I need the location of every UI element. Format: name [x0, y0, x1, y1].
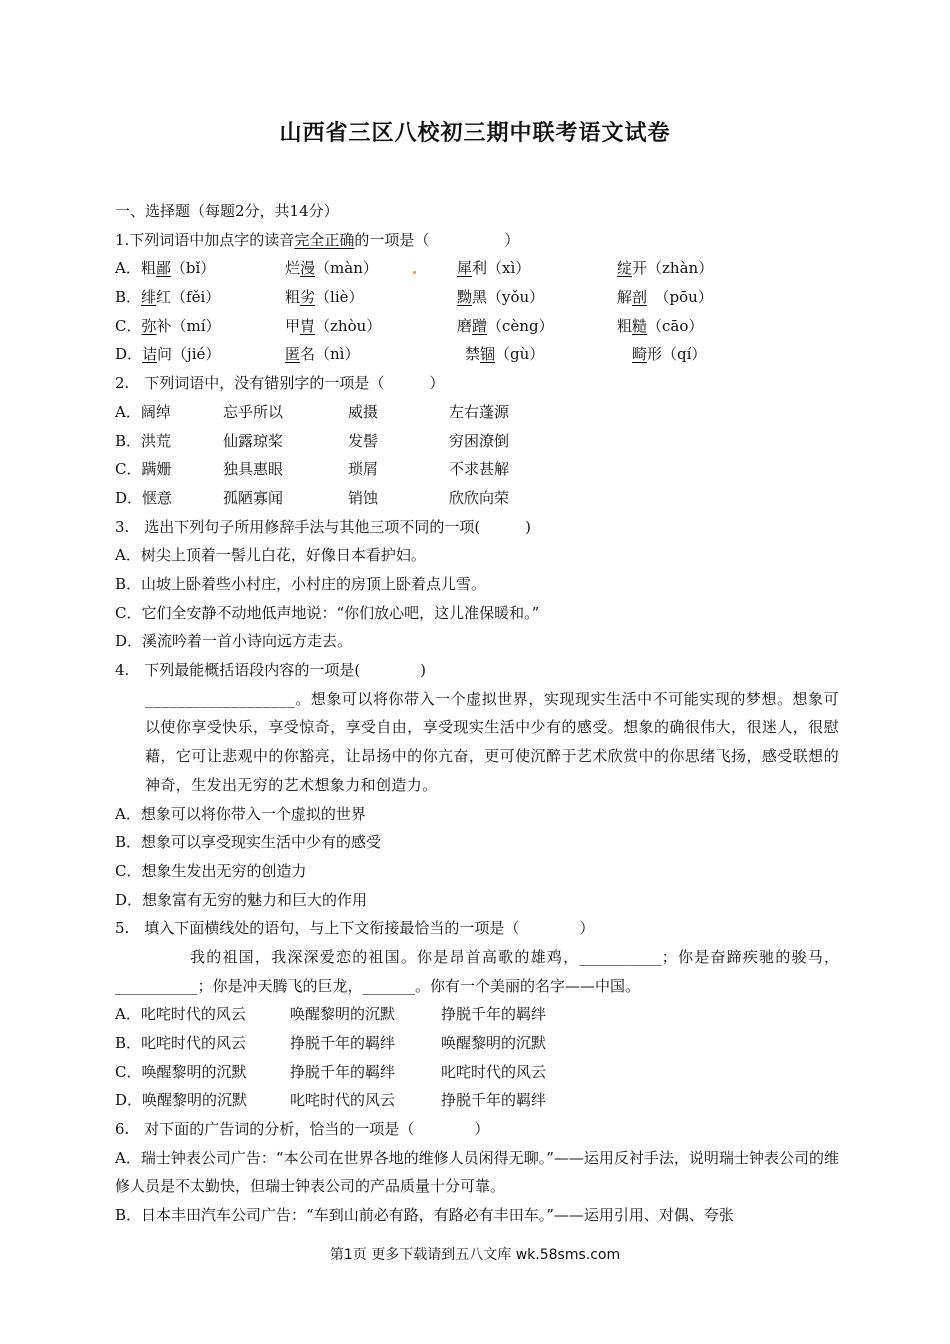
q1-option-c — [115, 312, 839, 341]
q2-d-4: 欣欣向荣 — [449, 488, 510, 507]
q1-a-word3: 犀利（xì） — [457, 259, 531, 278]
q5-d-2: 叱咤时代的风云 — [290, 1091, 396, 1110]
q5-b-1: B．叱咤时代的风云 — [115, 1034, 247, 1053]
q2-c-2: 独具惠眼 — [223, 460, 284, 479]
q2-option-c — [115, 455, 839, 484]
q1-option-d — [115, 340, 839, 369]
q2-a-4: 左右蓬源 — [449, 402, 510, 421]
exam-content — [115, 197, 839, 1230]
q5-stem: 5. 填入下面横线处的语句，与上下文衔接最恰当的一项是（ ） — [115, 919, 595, 938]
q6-stem: 6. 对下面的广告词的分析，恰当的一项是（ ） — [115, 1120, 490, 1139]
q1-stem — [115, 226, 839, 255]
q5-d-3: 挣脱千年的羁绊 — [441, 1091, 547, 1110]
q3-option-a: A．树尖上顶着一髻儿白花，好像日本看护妇。 — [115, 546, 426, 565]
q4-stem: 4. 下列最能概括语段内容的一项是( ) — [115, 661, 427, 679]
q3-option-b: B．山坡上卧着些小村庄，小村庄的房顶上卧着点儿雪。 — [115, 574, 487, 593]
q5-option-b — [115, 1029, 839, 1058]
q1-d-word4: 畸形（qí） — [632, 345, 707, 364]
q2-a-1: A．阔绰 — [115, 402, 171, 421]
q1-stem-pre: 1.下列词语中加点字的读音 — [115, 230, 295, 249]
q4-passage-text: 。想象可以将你带入一个虚拟世界，实现现实生活中不可能实现的梦想。想象可以使你享受快乐，享受惊奇，享受自由，享受现实生活中少有的感受。想象的确很伟大，很迷人，很慰藉，它可让悲观中的你豁亮，让昂扬中的你亢奋，更可使沉醉于艺术欣赏中的你思绪飞扬，感受联想的神奇，生发出无穷的艺术想象力和创造力。 — [145, 689, 839, 794]
q3-option-d: D．溪流吟着一首小诗向远方走去。 — [115, 632, 353, 651]
q1-b-word2: 粗劣（liè） — [285, 288, 364, 307]
q6-option-b: B．日本丰田汽车公司广告：“车到山前必有路，有路必有丰田车。”——运用引用、对偶、夸张 — [115, 1206, 734, 1225]
q2-b-1: B．洪荒 — [115, 431, 172, 450]
q1-b-word1: B．绯红（fěi） — [115, 288, 221, 307]
q1-stem-post: 的一项是（ ） — [354, 230, 520, 249]
stray-dot-mark — [413, 271, 416, 274]
q4-option-b: B．想象可以享受现实生活中少有的感受 — [115, 833, 382, 852]
q1-a-word1: A．粗鄙（bǐ） — [115, 259, 216, 278]
q2-a-3: 威摄 — [348, 402, 379, 421]
q5-a-1: A．叱咤时代的风云 — [115, 1005, 246, 1024]
q4-option-c: C．想象生发出无穷的创造力 — [115, 861, 307, 880]
section-heading: 一、选择题（每题2分，共14分） — [115, 202, 339, 220]
q1-d-word2: 匿名（nì） — [285, 345, 360, 364]
q2-d-3: 销蚀 — [348, 488, 379, 507]
q2-d-2: 孤陋寡闻 — [223, 488, 284, 507]
q2-option-b — [115, 427, 839, 456]
q4-option-d: D．想象富有无穷的魅力和巨大的作用 — [115, 890, 368, 909]
q3-stem: 3. 选出下列句子所用修辞手法与其他三项不同的一项( ) — [115, 517, 532, 536]
q1-b-word4: 解剖 （pōu） — [617, 288, 713, 307]
q2-option-d — [115, 484, 839, 513]
q4-blank: ___________________ — [145, 689, 296, 708]
q1-c-word4: 粗糙（cāo） — [617, 316, 704, 335]
q3-option-c: C．它们全安静不动地低声地说：“你们放心吧，这儿准保暖和。” — [115, 603, 540, 622]
page-footer: 第1页 更多下载请到五八文库 wk.58sms.com — [329, 1247, 621, 1263]
q1-a-word2: 烂漫（màn） — [285, 259, 378, 278]
q2-b-2: 仙露琼桨 — [223, 431, 284, 450]
q1-option-b — [115, 283, 839, 312]
q5-c-1: C．唤醒黎明的沉默 — [115, 1062, 247, 1081]
q4-passage — [115, 685, 839, 800]
q2-c-4: 不求甚解 — [449, 460, 510, 479]
q5-option-d — [115, 1086, 839, 1115]
q2-option-a — [115, 398, 839, 427]
q2-c-3: 琐屑 — [348, 460, 379, 479]
q1-d-word1: D．诘问（jié） — [115, 345, 221, 364]
q4-option-a: A．想象可以将你带入一个虚拟的世界 — [115, 804, 366, 823]
q5-option-a — [115, 1000, 839, 1029]
q2-stem: 2. 下列词语中，没有错别字的一项是（ ） — [115, 374, 445, 393]
q2-a-2: 忘乎所以 — [223, 402, 284, 421]
q5-c-2: 挣脱千年的羁绊 — [290, 1062, 396, 1081]
q5-c-3: 叱咤时代的风云 — [441, 1062, 547, 1081]
q5-a-2: 唤醒黎明的沉默 — [290, 1005, 396, 1024]
q5-b-3: 唤醒黎明的沉默 — [441, 1034, 547, 1053]
q1-c-word1: C．弥补（mí） — [115, 316, 221, 335]
q1-a-word4: 绽开（zhàn） — [617, 259, 714, 278]
q5-b-2: 挣脱千年的羁绊 — [290, 1034, 396, 1053]
q2-c-1: C．蹒姗 — [115, 460, 172, 479]
q5-a-3: 挣脱千年的羁绊 — [441, 1005, 547, 1024]
q5-option-c — [115, 1058, 839, 1087]
q5-passage: 我的祖国，我深深爱恋的祖国。你是昂首高歌的雄鸡，___________；你是奋蹄疾驰的骏马，___________；你是冲天腾飞的巨龙，_______。你有一个美丽的名字——中国。 — [115, 947, 839, 995]
q2-d-1: D．惬意 — [115, 488, 173, 507]
q1-option-a — [115, 254, 839, 283]
q6-option-a: A．瑞士钟表公司广告：“本公司在世界各地的维修人员闲得无聊。”——运用反衬手法，说明瑞士钟表公司的维修人员是不太勤快，但瑞士钟表公司的产品质量十分可靠。 — [115, 1148, 839, 1196]
q1-b-word3: 黝黑（yǒu） — [457, 288, 545, 307]
q1-d-word3: 禁锢（gù） — [465, 345, 545, 364]
q1-c-word3: 磨蹭（cèng） — [457, 316, 554, 335]
q2-b-4: 穷困潦倒 — [449, 431, 510, 450]
q1-c-word2: 甲胄（zhòu） — [285, 316, 382, 335]
q5-d-1: D．唤醒黎明的沉默 — [115, 1091, 248, 1110]
q2-b-3: 发髻 — [348, 431, 379, 450]
page-title: 山西省三区八校初三期中联考语文试卷 — [279, 121, 671, 146]
q1-stem-underlined: 完全正确 — [294, 230, 355, 249]
